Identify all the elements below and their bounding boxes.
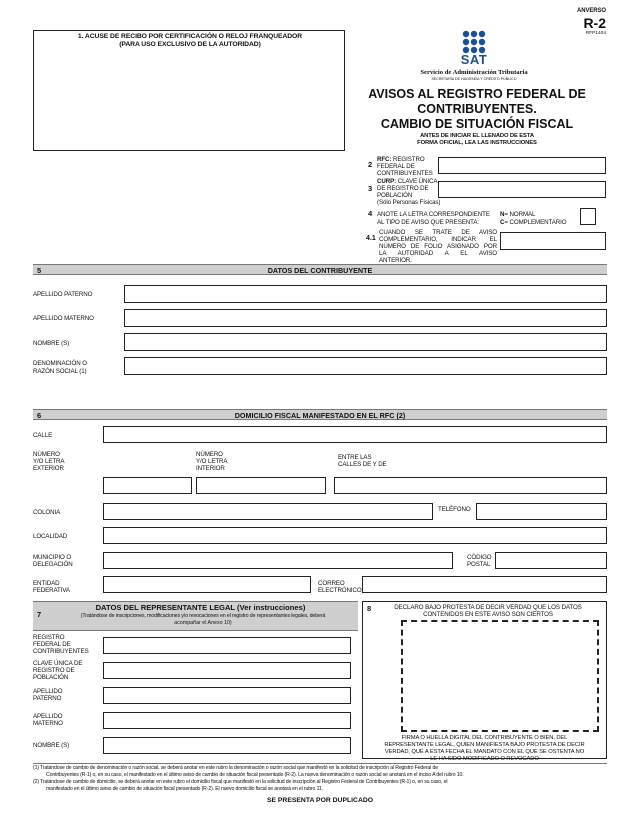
materno-label: APELLIDO MATERNO: [33, 315, 94, 322]
num-int-label-1: NÚMERO: [196, 451, 223, 458]
footnote-divider: [33, 763, 607, 764]
rep-paterno-input[interactable]: [103, 687, 351, 704]
cp-label-2: POSTAL: [467, 561, 491, 568]
entre-calles-label-2: CALLES DE Y DE: [338, 461, 387, 468]
curp-label-3: POBLACIÓN: [377, 192, 413, 199]
cp-label-1: CÓDIGO: [467, 554, 492, 561]
entidad-label-1: ENTIDAD: [33, 580, 60, 587]
municipio-label-2: DELEGACIÓN: [33, 561, 73, 568]
form-code: R-2: [583, 15, 606, 31]
receipt-subtitle: (PARA USO EXCLUSIVO DE LA AUTORIDAD): [119, 41, 261, 48]
num-int-label-3: INTERIOR: [196, 465, 225, 472]
duplicate-note: SE PRESENTA POR DUPLICADO: [266, 797, 374, 804]
nombre-label: NOMBRE (S): [33, 340, 70, 347]
num-ext-label-3: EXTERIOR: [33, 465, 64, 472]
section-8-number: 8: [367, 604, 372, 613]
rep-materno-label-1: APELLIDO: [33, 713, 63, 720]
field-4-label-1: ANOTE LA LETRA CORRESPONDIENTE: [377, 211, 490, 218]
form-code-sub: RFP1404: [585, 31, 606, 36]
notice-type-input[interactable]: [580, 208, 596, 225]
nombre-input[interactable]: [124, 333, 607, 351]
rfc-label-2: FEDERAL DE: [377, 163, 415, 170]
rep-nombre-label: NOMBRE (S): [33, 742, 70, 749]
rep-rfc-label-3: CONTRIBUYENTES: [33, 648, 89, 655]
signature-caption-3: VERDAD, QUE A ESTA FECHA EL MANDATO CON EL QUE SE OSTENTA NO: [384, 749, 585, 755]
complementary-option: C= COMPLEMENTARIO: [500, 219, 567, 226]
field-3-number: 3: [368, 184, 373, 193]
agency-subname: SECRETARÍA DE HACIENDA Y CRÉDITO PÚBLICO: [431, 77, 517, 81]
entre-calles-label-1: ENTRE LAS: [338, 454, 372, 461]
section-6-bar: [33, 409, 607, 420]
correo-label-1: CORREO: [318, 580, 345, 587]
entidad-input[interactable]: [103, 576, 311, 593]
rep-materno-label-2: MATERNO: [33, 720, 63, 727]
entidad-label-2: FEDERATIVA: [33, 587, 70, 594]
rep-materno-input[interactable]: [103, 712, 351, 729]
signature-area[interactable]: [401, 620, 599, 732]
num-ext-label-1: NÚMERO: [33, 451, 60, 458]
num-ext-label-2: Y/O LETRA: [33, 458, 65, 465]
curp-input[interactable]: [438, 181, 606, 198]
section-5-number: 5: [37, 266, 42, 275]
folio-input[interactable]: [500, 232, 606, 250]
curp-label: CURP: CLAVE ÚNICA: [377, 178, 438, 185]
field-4-1-label-1: CUANDO SE TRATE DE AVISO: [379, 229, 497, 236]
section-7-sub-1: (Tratándose de inscripciones, modificaciones y/o revocaciones en el registro de representantes legales, deberá: [80, 613, 326, 619]
colonia-input[interactable]: [103, 503, 433, 520]
calle-input[interactable]: [103, 426, 607, 443]
normal-option: N= NORMAL: [500, 211, 536, 218]
field-4-1-label-3: NÚMERO DE FOLIO ASIGNADO POR: [379, 243, 497, 250]
main-title-2: CONTRIBUYENTES.: [417, 102, 537, 116]
signature-caption-2: REPRESENTANTE LEGAL, QUIEN MANIFIESTA BAJO PROTESTA DE DECIR: [384, 742, 585, 748]
telefono-label: TELÉFONO: [438, 506, 471, 513]
calle-label: CALLE: [33, 432, 53, 439]
main-title-1: AVISOS AL REGISTRO FEDERAL DE: [368, 87, 586, 101]
footnote-1b: Contribuyentes (R-1) o, en su caso, el manifestado en el último aviso de cambio de situación fiscal presentado (R-2). La nueva denominación o razón social se anotará en el inciso A del rubro 10.: [46, 772, 464, 778]
section-7-title: DATOS DEL REPRESENTANTE LEGAL (Ver instrucciones): [95, 603, 306, 612]
footnote-2a: (2) Tratándose de cambio de domicilio, se deberá anotar en este rubro el domicilio fiscal que manifestó en la solicitud de inscripción al Registro Federal de Contribuyentes (R-1) o, en su caso, el: [33, 779, 448, 785]
field-4-1-label-4: LA AUTORIDAD A EL AVISO: [379, 250, 497, 257]
materno-input[interactable]: [124, 309, 607, 327]
field-4-1-label-2: COMPLEMENTARIO, INDICAR EL: [379, 236, 497, 243]
correo-input[interactable]: [362, 576, 607, 593]
sat-wordmark: SAT: [460, 52, 488, 67]
entre-calles-input[interactable]: [334, 477, 607, 494]
field-4-number: 4: [368, 209, 373, 218]
rep-rfc-label-2: FEDERAL DE: [33, 641, 71, 648]
field-4-1-number: 4.1: [366, 235, 376, 242]
field-4-1-label-5: ANTERIOR.: [379, 257, 412, 264]
curp-label-4: (Sólo Personas Físicas): [377, 199, 441, 206]
agency-name: Servicio de Administración Tributaria: [420, 69, 528, 76]
footnote-2b: manifestado en el último aviso de cambio de situación fiscal presentado (R-2). El nuevo domicilio fiscal se anotará en el rubro 11.: [46, 786, 323, 792]
rep-curp-label-1: CLAVE ÚNICA DE: [33, 660, 83, 667]
rep-rfc-label-1: REGISTRO: [33, 634, 65, 641]
receipt-title: 1. ACUSE DE RECIBO POR CERTIFICACIÓN O RELOJ FRANQUEADOR: [77, 33, 303, 40]
section-8-decl-1: DECLARO BAJO PROTESTA DE DECIR VERDAD QUE LOS DATOS: [394, 604, 582, 611]
rep-nombre-input[interactable]: [103, 737, 351, 754]
rfc-input[interactable]: [438, 157, 606, 174]
curp-label-2: DE REGISTRO DE: [377, 185, 429, 192]
rfc-label: RFC: REGISTRO: [377, 156, 425, 163]
signature-caption-1: FIRMA O HUELLA DIGITAL DEL CONTRIBUYENTE O BIEN, DEL: [401, 735, 568, 741]
rep-rfc-input[interactable]: [103, 637, 351, 654]
correo-label-2: ELECTRÓNICO: [318, 587, 362, 594]
num-int-input[interactable]: [196, 477, 326, 494]
field-2-number: 2: [368, 160, 373, 169]
telefono-input[interactable]: [476, 503, 607, 520]
municipio-input[interactable]: [103, 552, 453, 569]
cp-input[interactable]: [495, 552, 607, 569]
instructions-note-2: FORMA OFICIAL, LEA LAS INSTRUCCIONES: [417, 140, 537, 146]
paterno-label: APELLIDO PATERNO: [33, 291, 93, 298]
denominacion-label-1: DENOMINACIÓN O: [33, 360, 87, 367]
anverso-label: ANVERSO: [577, 8, 606, 14]
denominacion-label-2: RAZÓN SOCIAL (1): [33, 368, 87, 375]
section-8-decl-2: CONTENIDOS EN ESTE AVISO SON CIERTOS: [423, 611, 553, 618]
rfc-label-3: CONTRIBUYENTES: [377, 170, 433, 177]
signature-caption-4: LE HA SIDO MODIFICADO O REVOCADO: [430, 756, 539, 762]
main-title-3: CAMBIO DE SITUACIÓN FISCAL: [380, 117, 574, 131]
denominacion-input[interactable]: [124, 357, 607, 375]
footnote-1a: (1) Tratándose de cambio de denominación o razón social, se deberá anotar en este rubro la denominación o razón social que manifestó en la solicitud de inscripción al Registro Federal de: [33, 765, 438, 771]
section-5-bar: [33, 264, 607, 275]
colonia-label: COLONIA: [33, 509, 61, 516]
rep-paterno-label-1: APELLIDO: [33, 688, 63, 695]
field-4-label-2: AL TIPO DE AVISO QUE PRESENTA:: [377, 219, 479, 226]
municipio-label-1: MUNICIPIO O: [33, 554, 72, 561]
section-7-sub-2: acompañar el Anexo 10): [174, 620, 232, 626]
rep-curp-label-2: REGISTRO DE: [33, 667, 75, 674]
section-5-title: DATOS DEL CONTRIBUYENTE: [267, 266, 373, 275]
num-int-label-2: Y/O LETRA: [196, 458, 228, 465]
rep-paterno-label-2: PATERNO: [33, 695, 62, 702]
instructions-note-1: ANTES DE INICIAR EL LLENADO DE ESTA: [420, 133, 534, 139]
localidad-label: LOCALIDAD: [33, 533, 68, 540]
num-ext-input[interactable]: [103, 477, 192, 494]
rep-curp-input[interactable]: [103, 662, 351, 679]
section-6-title: DOMICILIO FISCAL MANIFESTADO EN EL RFC (2): [234, 411, 406, 420]
rep-curp-label-3: POBLACIÓN: [33, 674, 69, 681]
section-7-number: 7: [37, 610, 42, 619]
localidad-input[interactable]: [103, 527, 607, 544]
section-6-number: 6: [37, 411, 42, 420]
paterno-input[interactable]: [124, 285, 607, 303]
